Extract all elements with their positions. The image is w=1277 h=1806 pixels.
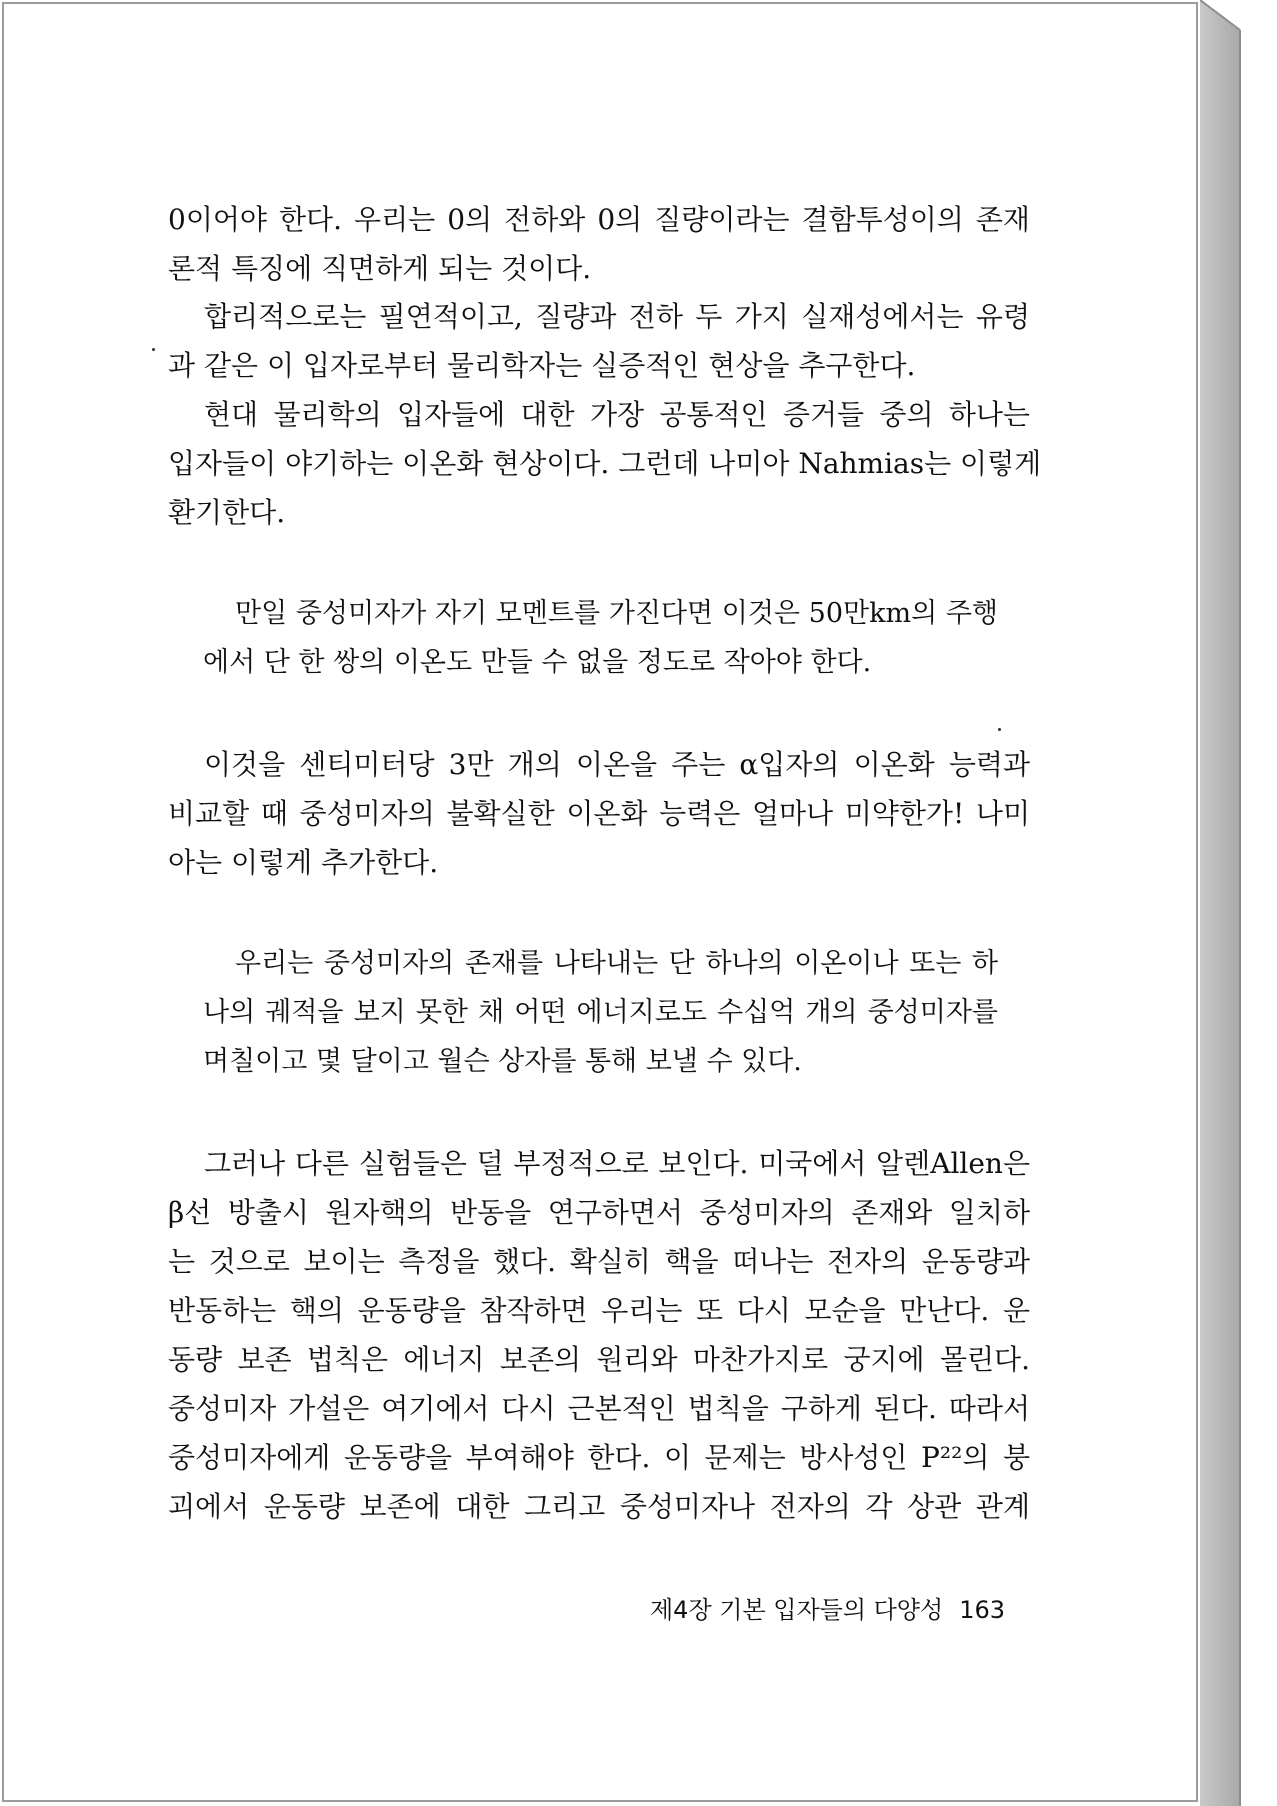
text-line: 그러나 다른 실험들은 덜 부정적으로 보인다. 미국에서 알렌Allen은 [204, 1147, 1030, 1180]
text-line: 반동하는 핵의 운동량을 참작하면 우리는 또 다시 모순을 만난다. 운 [168, 1294, 1030, 1327]
text-line: 입자들이 야기하는 이온화 현상이다. 그런데 나미아 Nahmias는 이렇게 [168, 447, 1042, 480]
scan-speck [998, 728, 1001, 731]
page-edge-shadow [1200, 0, 1277, 1806]
running-footer [640, 1590, 1005, 1625]
text-line: 중성미자 가설은 여기에서 다시 근본적인 법칙을 구하게 된다. 따라서 [168, 1392, 1030, 1425]
text-line: 괴에서 운동량 보존에 대한 그리고 중성미자나 전자의 각 상관 관계 [168, 1490, 1030, 1523]
text-line: 과 같은 이 입자로부터 물리학자는 실증적인 현상을 추구한다. [168, 349, 916, 382]
text-line: 환기한다. [168, 496, 286, 529]
block-quote-1 [203, 589, 998, 687]
text-line: 동량 보존 법칙은 에너지 보존의 원리와 마찬가지로 궁지에 몰린다. [168, 1343, 1030, 1376]
text-line: 론적 특징에 직면하게 되는 것이다. [168, 252, 592, 285]
text-line: 중성미자에게 운동량을 부여해야 한다. 이 문제는 방사성인 P²²의 붕 [168, 1441, 1030, 1474]
text-line: 0이어야 한다. 우리는 0의 전하와 0의 질량이라는 결함투성이의 존재 [168, 203, 1030, 236]
text-line: 이것을 센티미터당 3만 개의 이온을 주는 α입자의 이온화 능력과 [204, 748, 1030, 781]
scan-speck [152, 348, 155, 351]
text-line: β선 방출시 원자핵의 반동을 연구하면서 중성미자의 존재와 일치하 [168, 1196, 1030, 1229]
quote-line: 며칠이고 몇 달이고 월슨 상자를 통해 보낼 수 있다. [203, 1046, 802, 1077]
text-line: 아는 이렇게 추가한다. [168, 846, 439, 879]
quote-line: 에서 단 한 쌍의 이온도 만들 수 없을 정도로 작아야 한다. [203, 647, 872, 678]
paragraph-1 [168, 195, 1030, 293]
paragraph-4 [168, 740, 1030, 887]
chapter-title: 제4장 기본 입자들의 다양성 [650, 1596, 944, 1624]
paragraph-2 [168, 292, 1030, 390]
text-line: 비교할 때 중성미자의 불확실한 이온화 능력은 얼마나 미약한가! 나미 [168, 797, 1030, 830]
text-line: 는 것으로 보이는 측정을 했다. 확실히 핵을 떠나는 전자의 운동량과 [168, 1245, 1030, 1278]
text-line: 현대 물리학의 입자들에 대한 가장 공통적인 증거들 중의 하나는 [204, 398, 1030, 431]
paragraph-5 [168, 1139, 1030, 1531]
quote-line: 우리는 중성미자의 존재를 나타내는 단 하나의 이온이나 또는 하 [235, 948, 998, 979]
page-number: 163 [959, 1596, 1005, 1624]
block-quote-2 [203, 939, 998, 1086]
quote-line: 나의 궤적을 보지 못한 채 어떤 에너지로도 수십억 개의 중성미자를 [203, 997, 998, 1028]
text-line: 합리적으로는 필연적이고, 질량과 전하 두 가지 실재성에서는 유령 [204, 300, 1030, 333]
quote-line: 만일 중성미자가 자기 모멘트를 가진다면 이것은 50만km의 주행 [235, 598, 998, 629]
paragraph-3 [168, 390, 1042, 537]
